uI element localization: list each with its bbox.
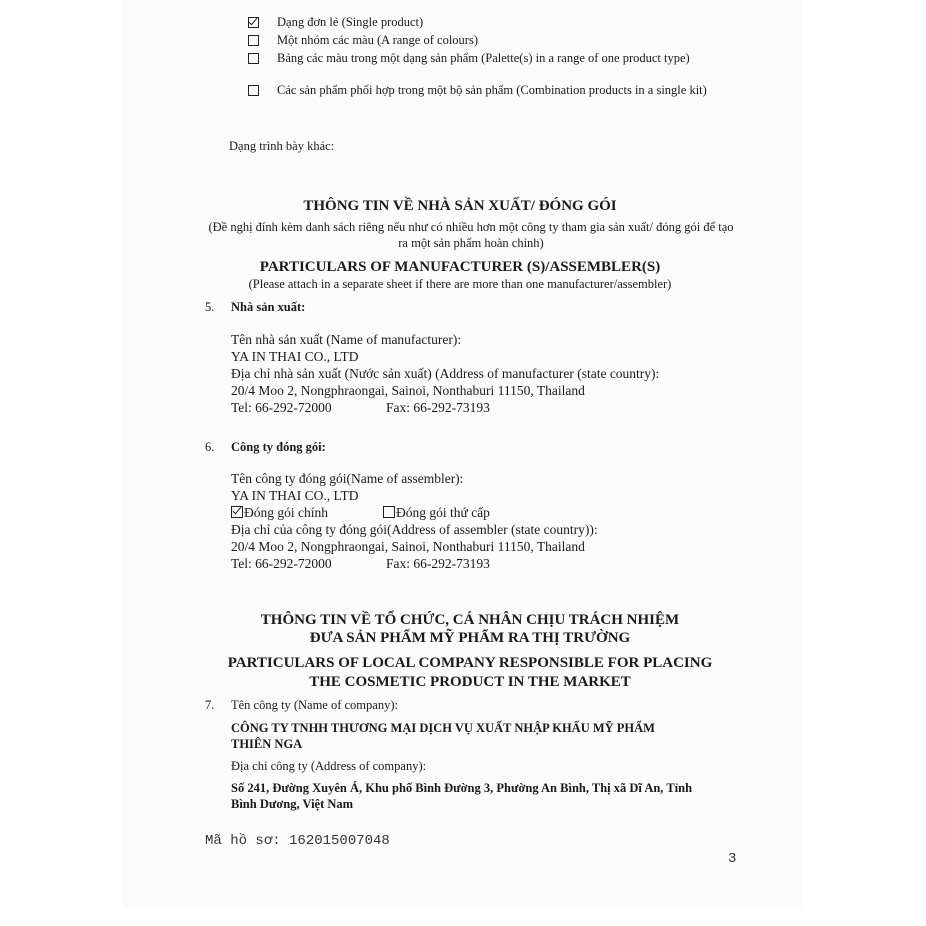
manufacturer-name-value: YA IN THAI CO., LTD [231, 349, 359, 364]
local-title-vi-2: ĐƯA SẢN PHẨM MỸ PHẨM RA THỊ TRƯỜNG [309, 630, 631, 646]
local-title-en-1: PARTICULARS OF LOCAL COMPANY RESPONSIBLE FOR PLACING [227, 655, 713, 671]
item6-number: 6. [205, 440, 215, 454]
manufacturer-name-label: Tên nhà sản xuất (Name of manufacturer): [231, 332, 462, 347]
checkbox-secondary-pack [383, 506, 395, 518]
local-title-en-2: THE COSMETIC PRODUCT IN THE MARKET [309, 674, 631, 690]
checkbox-palette [248, 50, 259, 68]
other-form-label: Dạng trình bày khác: [229, 139, 335, 153]
option-label: Các sản phẩm phối hợp trong một bộ sản phẩm (Combination products in a single kit) [277, 83, 707, 97]
item7-number: 7. [205, 698, 215, 712]
assembler-tel: Tel: 66-292-72000 [231, 556, 332, 571]
manufacturer-title-vi: THÔNG TIN VỀ NHÀ SẢN XUẤT/ ĐÓNG GÓI [303, 198, 617, 214]
manufacturer-note-vi: (Đề nghị đính kèm danh sách riêng nếu như có nhiều hơn một công ty tham gia sản xuất/ đóng gói để tạo ra một sản phẩm hoàn chỉnh) [208, 220, 734, 250]
assembler-address-value: 20/4 Moo 2, Nongphraongai, Sainoi, Nonthaburi 11150, Thailand [231, 539, 585, 554]
primary-pack-option [231, 504, 328, 521]
file-code: Mã hồ sơ: 162015007048 [205, 833, 390, 849]
company-address-label: Địa chỉ công ty (Address of company): [231, 759, 427, 773]
company-address-value-2: Bình Dương, Việt Nam [231, 797, 354, 811]
checkbox-primary-pack [231, 506, 243, 518]
assembler-fax: Fax: 66-292-73193 [386, 556, 490, 571]
checkbox-combination [248, 82, 259, 100]
secondary-pack-label: Đóng gói thứ cấp [396, 505, 490, 520]
option-label: Một nhóm các màu (A range of colours) [277, 33, 478, 47]
company-name-value-1: CÔNG TY TNHH THƯƠNG MẠI DỊCH VỤ XUẤT NHẬP KHẨU MỸ PHẨM [231, 721, 655, 735]
option-label: Bảng các màu trong một dạng sản phẩm (Palette(s) in a range of one product type) [277, 51, 690, 65]
item5-heading: Nhà sản xuất: [231, 300, 306, 314]
assembler-name-value: YA IN THAI CO., LTD [231, 488, 359, 503]
local-title-vi-1: THÔNG TIN VỀ TỔ CHỨC, CÁ NHÂN CHỊU TRÁCH NHIỆM [260, 612, 680, 628]
assembler-name-label: Tên công ty đóng gói(Name of assembler): [231, 471, 464, 486]
manufacturer-tel: Tel: 66-292-72000 [231, 400, 332, 415]
assembler-address-label: Địa chỉ của công ty đóng gói(Address of assembler (state country)): [231, 522, 598, 537]
secondary-pack-option [383, 504, 490, 521]
checkbox-range-of-colours [248, 32, 259, 50]
checkbox-single-product [248, 14, 259, 32]
item6-heading: Công ty đóng gói: [231, 440, 326, 454]
manufacturer-title-en: PARTICULARS OF MANUFACTURER (S)/ASSEMBLER(S) [259, 259, 661, 275]
company-name-value-2: THIÊN NGA [231, 737, 303, 751]
manufacturer-fax: Fax: 66-292-73193 [386, 400, 490, 415]
document-page [123, 0, 802, 908]
manufacturer-address-value: 20/4 Moo 2, Nongphraongai, Sainoi, Nonthaburi 11150, Thailand [231, 383, 585, 398]
company-name-label: Tên công ty (Name of company): [231, 698, 398, 712]
option-label: Dạng đơn lẻ (Single product) [277, 15, 424, 29]
item5-number: 5. [205, 300, 215, 314]
company-address-value-1: Số 241, Đường Xuyên Á, Khu phố Bình Đường 3, Phường An Bình, Thị xã Dĩ An, Tỉnh [231, 781, 693, 795]
manufacturer-address-label: Địa chỉ nhà sản xuất (Nước sản xuất) (Address of manufacturer (state country): [231, 366, 660, 381]
page-number: 3 [728, 851, 737, 867]
manufacturer-note-en: (Please attach in a separate sheet if there are more than one manufacturer/assembler) [248, 277, 672, 291]
primary-pack-label: Đóng gói chính [244, 505, 328, 520]
